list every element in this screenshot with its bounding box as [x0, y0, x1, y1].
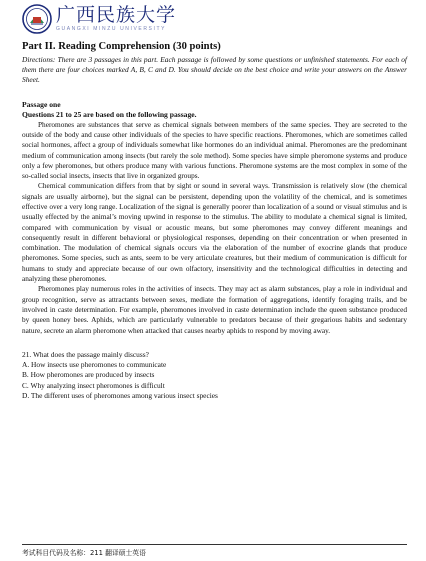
- section-directions: Directions: There are 3 passages in this part. Each passage is followed by some questions or unfinished statements. For each of them there are four choices marked A, B, C and D. You should decide on the best choice and write your answers on the Answer Sheet.: [22, 55, 407, 85]
- exam-content: [22, 40, 407, 401]
- passage-paragraph-3: Pheromones play numerous roles in the activities of insects. They may act as alarm substances, play a role in individual and group recognition, serve as attractants between sexes, mediate the formation of aggregations, identify foraging trails, and be involved in caste determination. For example, pheromones involved in caste determination include the queen substance produced by queen honey bees. Aphids, which are particularly vulnerable to predators because of their gregarious habits and sedentary nature, secrete an alarm pheromone when attacked that causes nearby aphids to respond by moving away.: [22, 284, 407, 335]
- section-title: Part II. Reading Comprehension (30 points): [22, 41, 221, 52]
- question-21: [22, 350, 407, 401]
- university-name: 广西民族大学: [56, 4, 177, 26]
- question-range: Questions 21 to 25 are based on the following passage.: [22, 109, 197, 119]
- page-header: [22, 2, 176, 36]
- passage-label: Passage one: [22, 99, 61, 109]
- question-stem: 21. What does the passage mainly discuss?: [22, 349, 149, 359]
- page-footer: 考试科目代码及名称：211 翻译硕士英语: [22, 544, 407, 557]
- option-a: A. How insects use pheromones to communicate: [22, 360, 167, 370]
- university-emblem-icon: [22, 4, 52, 34]
- university-name-en: GUANGXI MINZU UNIVERSITY: [56, 26, 167, 32]
- option-b: B. How pheromones are produced by insects: [22, 370, 155, 380]
- passage-paragraph-2: Chemical communication differs from that by sight or sound in several ways. Transmission is relatively slow (the chemical signals are usually airborne), but the signal can be persistent, depending upon the volatility of the chemical, and is sometimes effective over a very long range. Localization of the signal is generally poorer than localization of a sound or visual stimulus and is usually effected by the animal’s moving upwind in response to the stimulus. The ability to modulate a chemical signal is limited, compared with communication by visual or acoustic means, but some pheromones may convey different meanings and consequently result in different behavioral or physiological responses, depending on their concentration or when presented in combination. The modulation of chemical signals occurs via the elaboration of the number of exocrine glands that produce pheromones. Some species, such as ants, seem to be very articulate creatures, but their medium of communication is difficult for humans to study and appreciate because of our own olfactory, insensitivity and the technological difficulties in detecting and analyzing these pheromones.: [22, 181, 407, 284]
- passage-paragraph-1: Pheromones are substances that serve as chemical signals between members of the same species. They are secreted to the outside of the body and cause other individuals of the species to have specific reactions. Pheromones, which are sometimes called social hormones, affect a group of individuals somewhat like hormones do an individual animal. Pheromones are the predominant medium of communication among insects (but rarely the sole method). Some species have simple pheromone systems and produce only a few pheromones, but others produce many with various functions. Pheromone systems are the most complex in some of the so-called social insects, insects that live in organized groups.: [22, 119, 407, 181]
- option-c: C. Why analyzing insect pheromones is difficult: [22, 380, 165, 390]
- university-title-block: [56, 6, 176, 32]
- option-d: D. The different uses of pheromones among various insect species: [22, 391, 218, 401]
